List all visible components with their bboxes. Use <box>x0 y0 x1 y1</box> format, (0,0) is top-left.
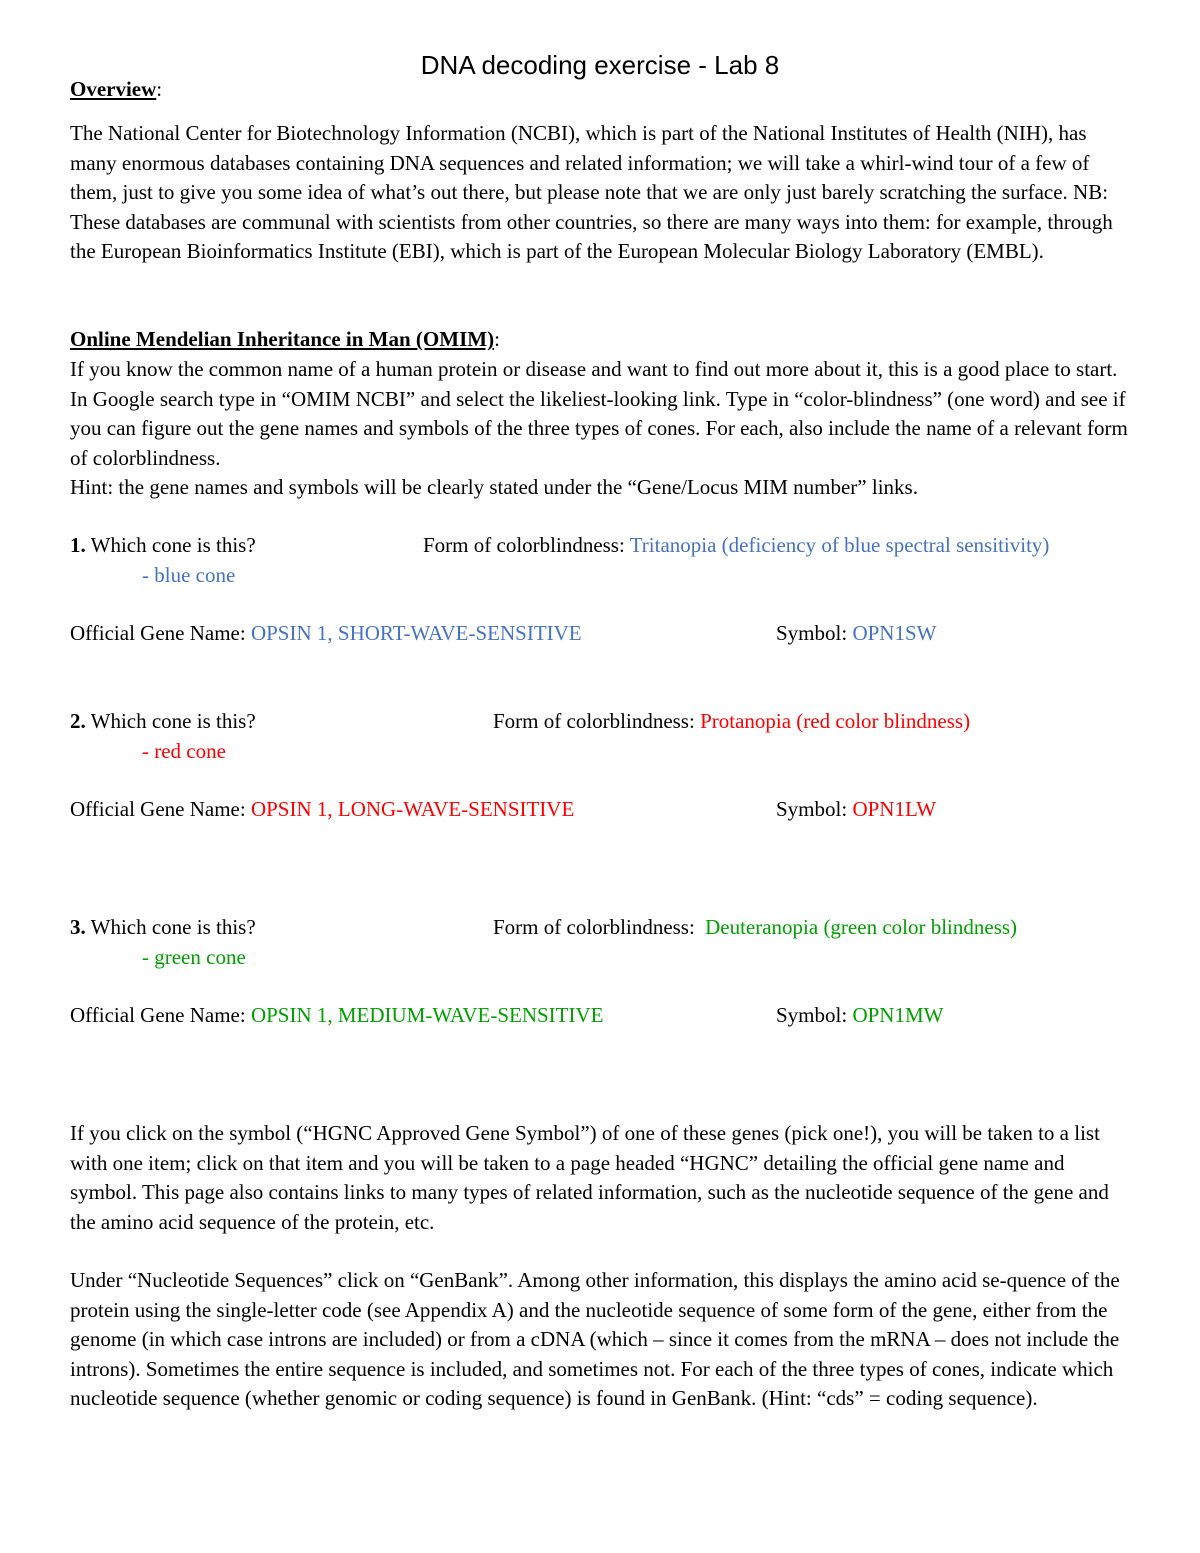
cone-2-gene-label: Official Gene Name: <box>70 797 246 821</box>
cone-3-gene <box>70 1001 603 1031</box>
cone-1-symbol <box>776 619 936 649</box>
cone-2-answer: - red cone <box>142 739 226 763</box>
omim-colon: : <box>494 327 500 351</box>
cone-3-form-label: Form of colorblindness: <box>493 915 695 939</box>
cone-1-symbol-value: OPN1SW <box>852 621 937 645</box>
cone-2-gene <box>70 795 574 825</box>
cone-1-number: 1. <box>70 533 86 557</box>
cone-1-form-value: Tritanopia (deficiency of blue spectral sensitivity) <box>629 533 1050 557</box>
omim-heading: Online Mendelian Inheritance in Man (OMIM) <box>70 327 495 351</box>
cone-1-answer: - blue cone <box>142 563 236 587</box>
hgnc-paragraph: If you click on the symbol (“HGNC Approved Gene Symbol”) of one of these genes (pick one!), you will be taken to a list with one item; click on that item and you will be taken to a page headed “HGNC” detailing the official gene name and symbol. This page also contains links to many types of related information, such as the nucleotide sequence of the gene and the amino acid sequence of the protein, etc. <box>70 1121 1109 1234</box>
cone-3-form-value: Deuteranopia (green color blindness) <box>705 915 1018 939</box>
cone-3-question <box>70 913 256 943</box>
cone-1-form <box>423 531 1049 561</box>
genbank-paragraph: Under “Nucleotide Sequences” click on “GenBank”. Among other information, this displays the amino acid se-quence of the protein using the single-letter code (see Appendix A) and the nucleotide sequence of some form of the gene, either from the genome (in which case introns are included) or from a cDNA (which – since it comes from the mRNA – does not include the introns). Sometimes the entire sequence is included, and sometimes not. For each of the three types of cones, indicate which nucleotide sequence (whether genomic or coding sequence) is found in GenBank. (Hint: “cds” = coding sequence). <box>70 1268 1120 1410</box>
cone-3-number: 3. <box>70 915 86 939</box>
overview-colon: : <box>156 77 163 101</box>
omim-hint: Hint: the gene names and symbols will be clearly stated under the “Gene/Locus MIM number” links. <box>70 475 918 499</box>
cone-2-question <box>70 707 256 737</box>
cone-1-question <box>70 531 256 561</box>
cone-2-symbol <box>776 795 936 825</box>
cone-3-symbol-value: OPN1MW <box>852 1003 944 1027</box>
cone-2-gene-value: OPSIN 1, LONG-WAVE-SENSITIVE <box>250 797 575 821</box>
cone-1-gene-label: Official Gene Name: <box>70 621 246 645</box>
cone-2-form-value: Protanopia (red color blindness) <box>700 709 971 733</box>
cone-3-answer: - green cone <box>142 945 246 969</box>
overview-heading: Overview <box>70 77 157 101</box>
cone-2-form <box>493 707 970 737</box>
page-title: DNA decoding exercise - Lab 8 <box>420 50 780 80</box>
cone-2-question-label: Which cone is this? <box>90 709 256 733</box>
cone-2-number: 2. <box>70 709 86 733</box>
cone-2-form-label: Form of colorblindness: <box>493 709 695 733</box>
cone-1-gene <box>70 619 582 649</box>
overview-heading-line <box>70 75 1135 105</box>
cone-3-symbol-label: Symbol: <box>776 1003 848 1027</box>
cone-3-gene-label: Official Gene Name: <box>70 1003 246 1027</box>
cone-1-symbol-label: Symbol: <box>776 621 848 645</box>
cone-1-form-label: Form of colorblindness: <box>423 533 625 557</box>
cone-3-symbol <box>776 1001 943 1031</box>
cone-2-symbol-value: OPN1LW <box>852 797 937 821</box>
cone-3-form <box>493 913 1017 943</box>
omim-heading-line <box>70 325 1135 355</box>
cone-3-gene-value: OPSIN 1, MEDIUM-WAVE-SENSITIVE <box>250 1003 604 1027</box>
omim-paragraph: If you know the common name of a human protein or disease and want to find out more about it, this is a good place to start. In Google search type in “OMIM NCBI” and select the likeliest-looking link. Type in “color-blindness” (one word) and see if you can figure out the gene names and symbols of the three types of cones. For each, also include the name of a relevant form of colorblindness. <box>70 357 1128 470</box>
overview-paragraph: The National Center for Biotechnology Information (NCBI), which is part of the National Institutes of Health (NIH), has many enormous databases containing DNA sequences and related information; we will take a whirl-wind tour of a few of them, just to give you some idea of what’s out there, but please note that we are only just barely scratching the surface. NB: These databases are communal with scientists from other countries, so there are many ways into them: for example, through the European Bioinformatics Institute (EBI), which is part of the European Molecular Biology Laboratory (EMBL). <box>70 121 1113 263</box>
cone-2-symbol-label: Symbol: <box>776 797 848 821</box>
cone-1-gene-value: OPSIN 1, SHORT-WAVE-SENSITIVE <box>250 621 582 645</box>
cone-1-question-label: Which cone is this? <box>90 533 256 557</box>
cone-3-question-label: Which cone is this? <box>90 915 256 939</box>
